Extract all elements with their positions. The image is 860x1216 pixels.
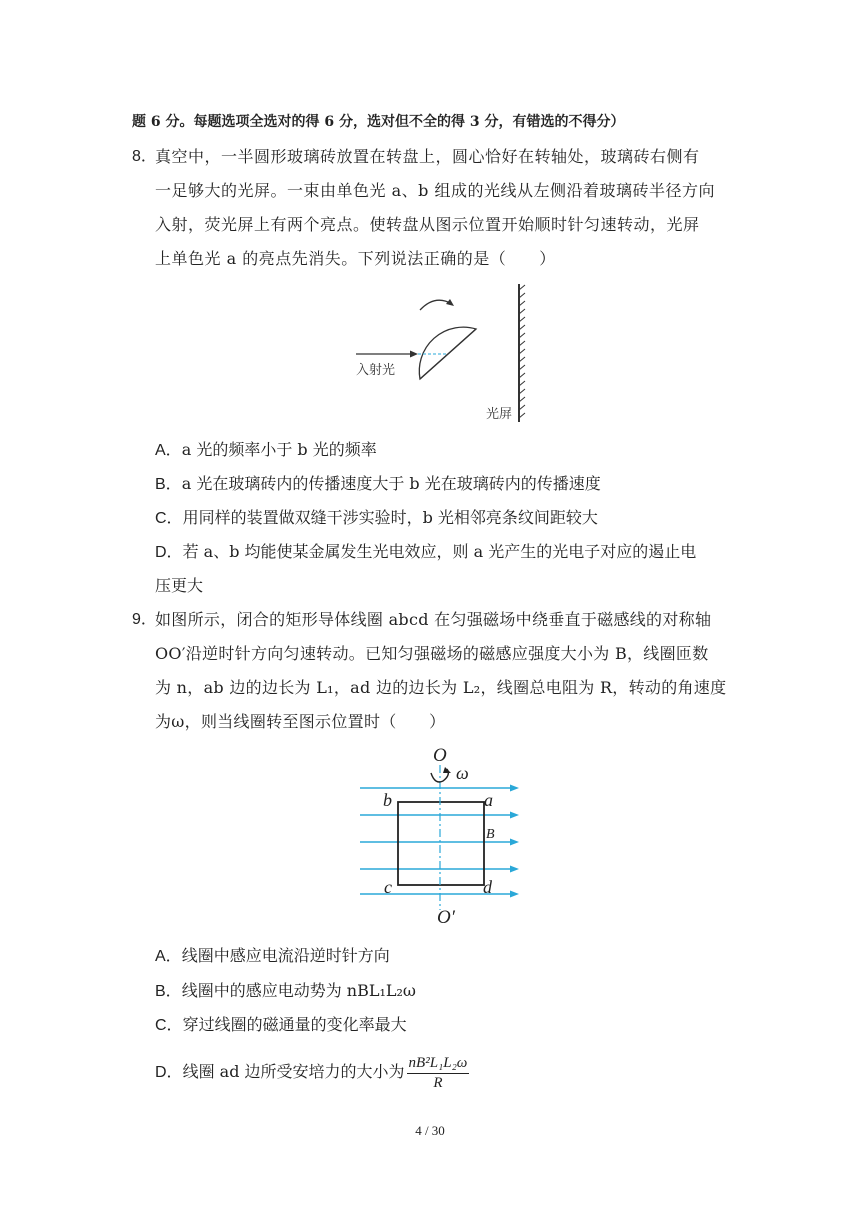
glass-brick-figure — [350, 282, 540, 427]
label-corner-c: c — [384, 877, 392, 897]
label-corner-a: a — [484, 790, 493, 810]
label-b-field: B — [486, 827, 495, 842]
q9-option-b: B．线圈中的感应电动势为 nBL₁L₂ω — [155, 981, 416, 1000]
ampere-force-fraction: $\frac{\text{nB²L₁L₂ω}}{R}$ — [408, 1054, 468, 1091]
question-9-line-2: OO′沿逆时针方向匀速转动。已知匀强磁场的磁感应强度大小为 B，线圈匝数 — [155, 644, 709, 663]
screen-label: 光屏 — [486, 407, 513, 422]
q8-option-b: B．a 光在玻璃砖内的传播速度大于 b 光在玻璃砖内的传播速度 — [155, 474, 601, 493]
q9-option-a: A．线圈中感应电流沿逆时针方向 — [155, 946, 390, 965]
question-8-line-1: 真空中，一半圆形玻璃砖放置在转盘上，圆心恰好在转轴处，玻璃砖右侧有 — [155, 147, 700, 166]
rotating-coil-figure — [355, 745, 525, 925]
question-8-line-4: 上单色光 a 的亮点先消失。下列说法正确的是（ ） — [155, 249, 556, 268]
label-o: O — [433, 745, 447, 766]
question-9-line-1: 如图所示，闭合的矩形导体线圈 abcd 在匀强磁场中绕垂直于磁感线的对称轴 — [155, 610, 712, 629]
rotation-arrow — [420, 300, 452, 310]
question-8-line-3: 入射，荧光屏上有两个亮点。使转盘从图示位置开始顺时针匀速转动，光屏 — [155, 215, 700, 234]
q8-option-d: D．若 a、b 均能使某金属发生光电效应，则 a 光产生的光电子对应的遏止电 — [155, 542, 697, 561]
q8-option-d-continued: 压更大 — [155, 576, 204, 595]
label-corner-b: b — [383, 790, 392, 810]
incident-label: 入射光 — [356, 363, 396, 378]
q9-option-d: D．线圈 ad 边所受安培力的大小为 $\frac{\text{nB²L₁L₂ω}}{R}$ — [155, 1054, 468, 1091]
label-omega: ω — [456, 763, 469, 783]
q8-option-c: C．用同样的装置做双缝干涉实验时，b 光相邻亮条纹间距较大 — [155, 508, 598, 527]
q9-option-c: C．穿过线圈的磁通量的变化率最大 — [155, 1015, 407, 1034]
question-8-number: 8． — [132, 148, 157, 165]
label-o-prime: O′ — [437, 907, 455, 925]
section-header: 题 6 分。每题选项全选对的得 6 分，选对但不全的得 3 分，有错选的不得分） — [132, 114, 625, 130]
question-9-number: 9． — [132, 611, 157, 628]
question-8-line-2: 一足够大的光屏。一束由单色光 a、b 组成的光线从左侧沿着玻璃砖半径方向 — [155, 181, 715, 200]
question-9-line-3: 为 n，ab 边的边长为 L₁，ad 边的边长为 L₂，线圈总电阻为 R，转动的角速度 — [155, 678, 727, 697]
q8-option-a: A．a 光的频率小于 b 光的频率 — [155, 440, 377, 459]
label-corner-d: d — [483, 877, 492, 897]
page-number: 4 / 30 — [415, 1123, 445, 1138]
question-9-line-4: 为ω，则当线圈转至图示位置时（ ） — [155, 712, 446, 731]
